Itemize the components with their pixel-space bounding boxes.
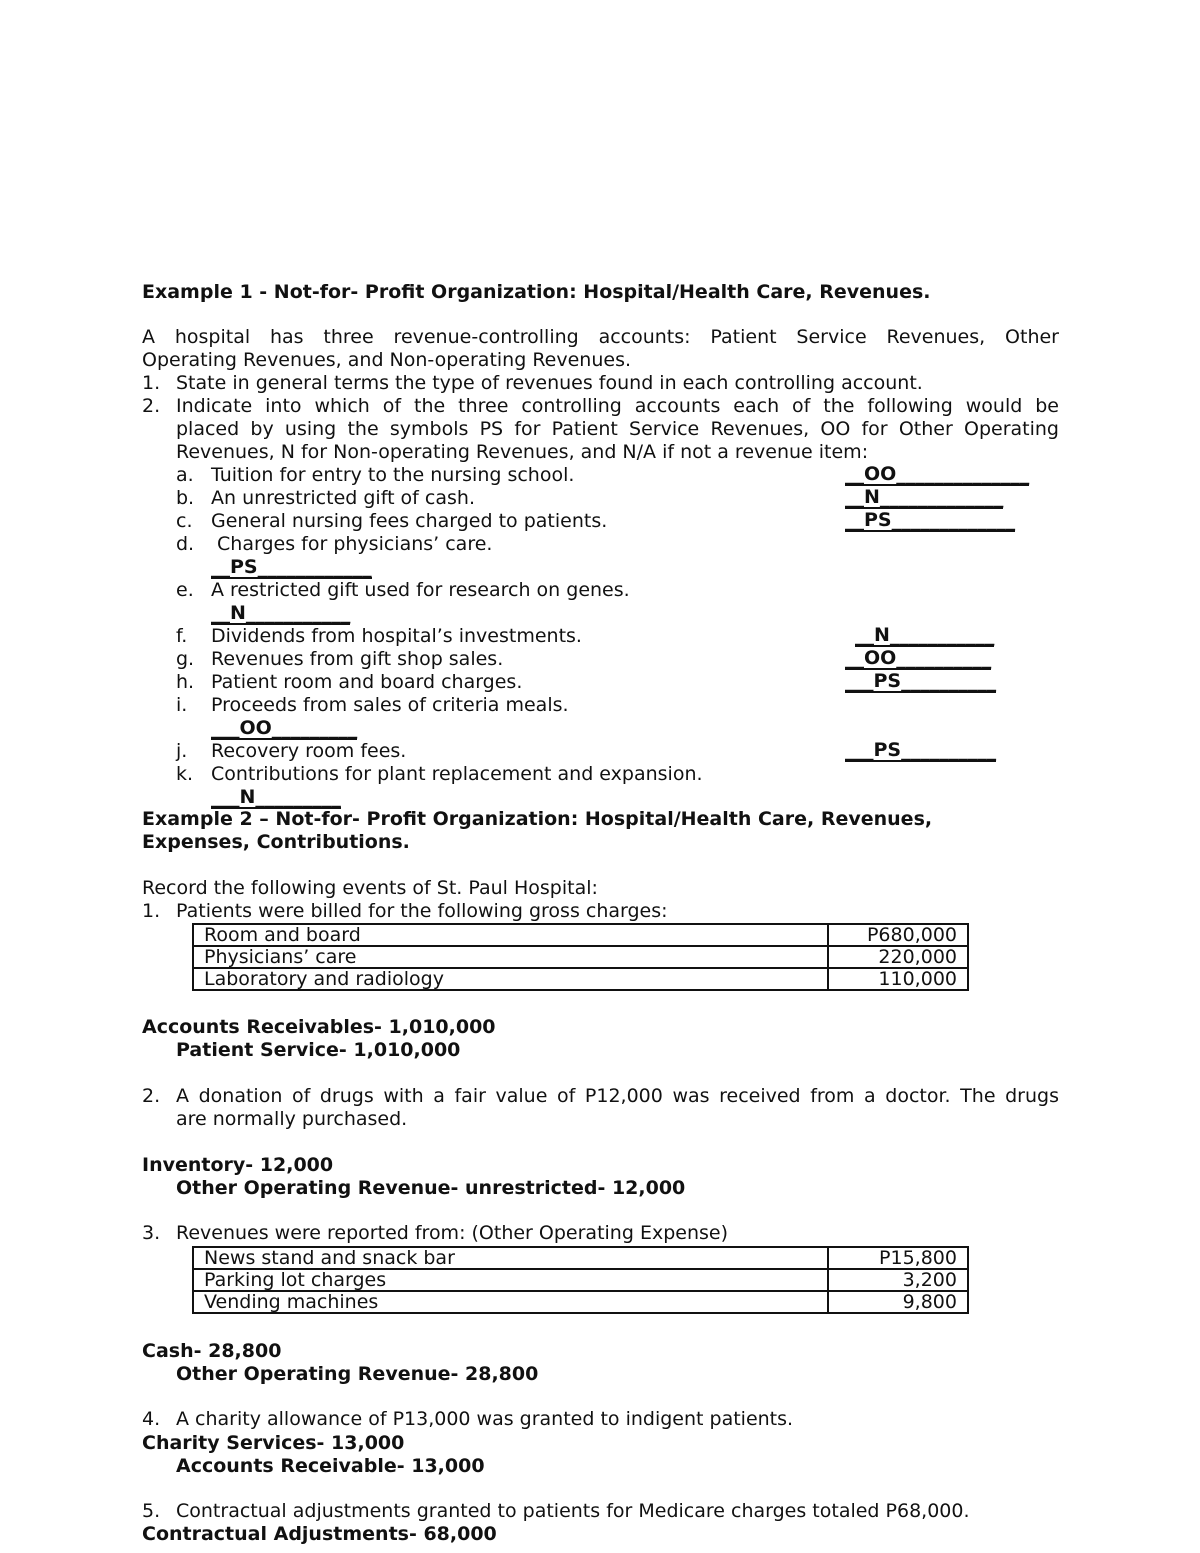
example1-intro-line2: Operating Revenues, and Non-operating Revenues. [142,349,632,371]
answer-blank: __N_____________ [845,486,1004,508]
journal-entry-1-debit: Accounts Receivables- 1,010,000 [142,1016,496,1038]
question-1-text: State in general terms the type of revenues found in each controlling account. [176,372,923,394]
table-cell-amount: 220,000 [828,946,968,968]
answer-blank: ___PS__________ [845,739,997,761]
table-cell-label: Vending machines [193,1291,828,1313]
item-letter: e. [176,579,194,601]
example1-intro-line1: A hospital has three revenue-controlling accounts: Patient Service Revenues, Other [142,326,1059,348]
event-1 [142,900,1059,923]
answer-blank: __PS_____________ [845,509,1016,531]
revenues-table [192,1246,969,1314]
table-cell-label: News stand and snack bar [193,1247,828,1269]
example2-intro: Record the following events of St. Paul Hospital: [142,877,598,899]
event-3 [142,1222,1059,1245]
event-4-number: 4. [142,1408,161,1430]
table-row [193,946,968,968]
item-letter: j. [176,740,188,762]
event-5 [142,1500,1059,1523]
example2-title-line1: Example 2 – Not-for- Profit Organization: Hospital/Health Care, Revenues, [142,808,933,830]
item-text: General nursing fees charged to patients. [211,510,608,532]
event-5-number: 5. [142,1500,161,1522]
item-letter: k. [176,763,194,785]
journal-entry-5-debit: Contractual Adjustments- 68,000 [142,1523,497,1545]
table-cell-amount: 110,000 [828,968,968,990]
item-letter: b. [176,487,195,509]
event-2-line2: are normally purchased. [176,1108,408,1130]
table-cell-label: Parking lot charges [193,1269,828,1291]
item-letter: c. [176,510,193,532]
question-1 [142,372,1059,395]
event-3-text: Revenues were reported from: (Other Operating Expense) [176,1222,728,1244]
item-text: Dividends from hospital’s investments. [211,625,582,647]
journal-entry-2-credit: Other Operating Revenue- unrestricted- 12,000 [176,1177,686,1199]
item-letter: a. [176,464,194,486]
journal-entry-4-debit: Charity Services- 13,000 [142,1432,405,1454]
journal-entry-3-debit: Cash- 28,800 [142,1340,282,1362]
table-cell-label: Room and board [193,924,828,946]
event-4-text: A charity allowance of P13,000 was granted to indigent patients. [176,1408,794,1430]
table-cell-amount: 9,800 [828,1291,968,1313]
event-2-line1: A donation of drugs with a fair value of P12,000 was received from a doctor. The drugs [176,1085,1059,1107]
table-row [193,968,968,990]
charges-table [192,923,969,991]
journal-entry-2-debit: Inventory- 12,000 [142,1154,334,1176]
event-5-text: Contractual adjustments granted to patients for Medicare charges totaled P68,000. [176,1500,970,1522]
item-text: Patient room and board charges. [211,671,523,693]
answer-blank: __OO______________ [845,463,1030,485]
item-text: Recovery room fees. [211,740,407,762]
answer-blank: ___N_________ [211,786,341,808]
table-cell-label: Laboratory and radiology [193,968,828,990]
answer-blank: __N___________ [855,624,995,646]
item-letter: i. [176,694,188,716]
question-2-number: 2. [142,395,161,417]
item-text: An unrestricted gift of cash. [211,487,475,509]
table-cell-amount: P15,800 [828,1247,968,1269]
event-1-number: 1. [142,900,161,922]
item-letter: g. [176,648,195,670]
item-text: Revenues from gift shop sales. [211,648,504,670]
table-row [193,1291,968,1313]
table-row [193,1247,968,1269]
table-row [193,1269,968,1291]
answer-blank: __N___________ [211,602,351,624]
answer-blank: __PS____________ [211,556,372,578]
table-cell-amount: 3,200 [828,1269,968,1291]
answer-blank: ___PS__________ [845,670,997,692]
item-letter: h. [176,671,195,693]
item-text: Proceeds from sales of criteria meals. [211,694,569,716]
example2-title-line2: Expenses, Contributions. [142,831,410,853]
journal-entry-4-credit: Accounts Receivable- 13,000 [176,1455,485,1477]
table-cell-label: Physicians’ care [193,946,828,968]
answer-blank: __OO__________ [845,647,992,669]
event-3-number: 3. [142,1222,161,1244]
journal-entry-1-credit: Patient Service- 1,010,000 [176,1039,461,1061]
item-text: Tuition for entry to the nursing school. [211,464,575,486]
question-2-line3: Revenues, N for Non-operating Revenues, and N/A if not a revenue item: [176,441,869,463]
example1-title: Example 1 - Not-for- Profit Organization: Hospital/Health Care, Revenues. [142,281,931,303]
question-2-line1: Indicate into which of the three controlling accounts each of the following would be [176,395,1059,417]
event-2-number: 2. [142,1085,161,1107]
question-2-line2: placed by using the symbols PS for Patient Service Revenues, OO for Other Operating [176,418,1059,440]
item-letter: f. [176,625,188,647]
answer-blank: ___OO_________ [211,717,358,739]
item-text: Charges for physicians’ care. [211,533,493,555]
event-4 [142,1408,1059,1431]
event-1-text: Patients were billed for the following gross charges: [176,900,668,922]
table-cell-amount: P680,000 [828,924,968,946]
item-letter: d. [176,533,195,555]
item-text: A restricted gift used for research on genes. [211,579,630,601]
item-text: Contributions for plant replacement and expansion. [211,763,703,785]
table-row [193,924,968,946]
question-1-number: 1. [142,372,161,394]
journal-entry-3-credit: Other Operating Revenue- 28,800 [176,1363,539,1385]
